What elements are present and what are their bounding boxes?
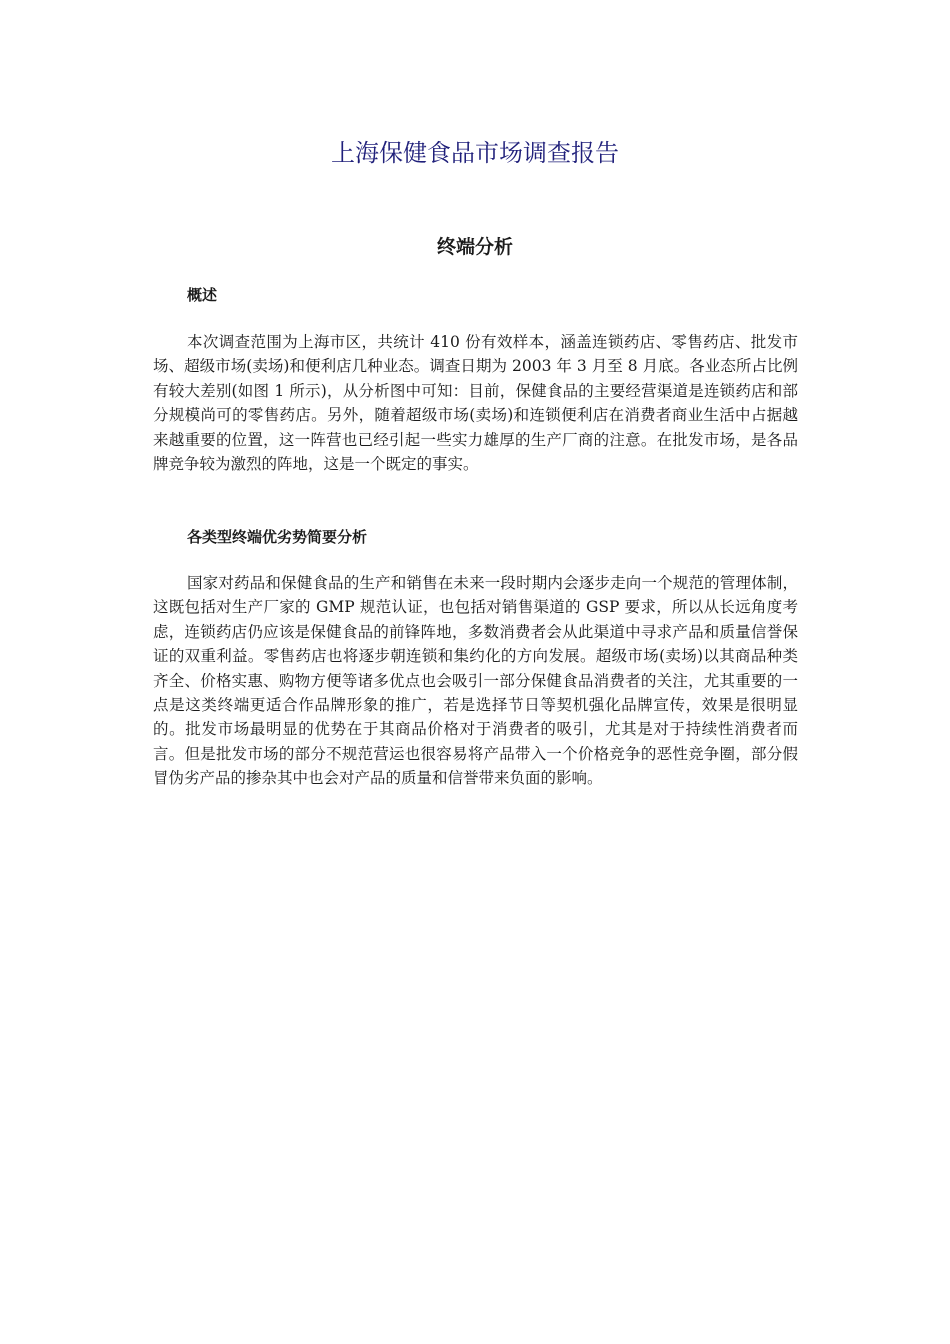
document-title: 上海保健食品市场调查报告 [331, 139, 619, 167]
overview-heading: 概述 [187, 286, 218, 304]
overview-paragraph: 本次调查范围为上海市区，共统计 410 份有效样本，涵盖连锁药店、零售药店、批发市场、超级市场(卖场)和便利店几种业态。调查日期为 2003 年 3 月至 8 月底。各业态所占比例有较大差别(如图 1 所示)，从分析图中可知：目前，保健食品的主要经营渠道是连锁药店和部分规模尚可的零售药店。另外，随着超级市场(卖场)和连锁便利店在消费者商业生活中占据越来越重要的位置，这一阵营也已经引起一些实力雄厚的生产厂商的注意。在批发市场，是各品牌竞争较为激烈的阵地，这是一个既定的事实。 [153, 333, 798, 474]
terminal-analysis-heading: 各类型终端优劣势简要分析 [187, 528, 368, 546]
terminal-analysis-paragraph: 国家对药品和保健食品的生产和销售在未来一段时期内会逐步走向一个规范的管理体制，这既包括对生产厂家的 GMP 规范认证，也包括对销售渠道的 GSP 要求，所以从长远角度考虑，连锁药店仍应该是保健食品的前锋阵地，多数消费者会从此渠道中寻求产品和质量信誉保证的双重利益。零售药店也将逐步朝连锁和集约化的方向发展。超级市场(卖场)以其商品种类齐全、价格实惠、购物方便等诸多优点也会吸引一部分保健食品消费者的关注，尤其重要的一点是这类终端更适合作品牌形象的推广，若是选择节日等契机强化品牌宣传，效果是很明显的。批发市场最明显的优势在于其商品价格对于消费者的吸引，尤其是对于持续性消费者而言。但是批发市场的部分不规范营运也很容易将产品带入一个价格竞争的恶性竞争圈，部分假冒伪劣产品的掺杂其中也会对产品的质量和信誉带来负面的影响。 [153, 574, 798, 788]
section-title: 终端分析 [436, 236, 513, 258]
